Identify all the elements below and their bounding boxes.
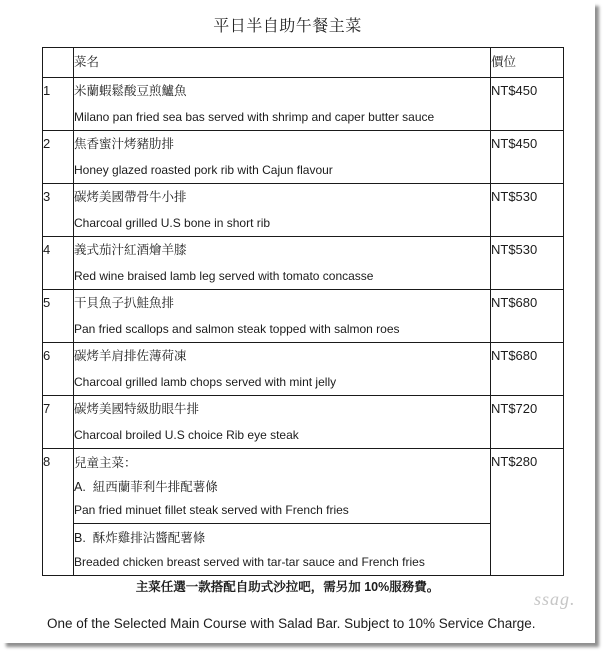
dish-price: NT$280 (491, 449, 564, 576)
row-index: 1 (43, 78, 74, 131)
dish-name-zh: 義式茄汁紅酒燴羊膝 (74, 243, 187, 257)
dish-name-zh: 碳烤美國帶骨牛小排 (74, 190, 187, 204)
dish-name-en: Red wine braised lamb leg served with tomato concasse (74, 269, 374, 283)
dish-price: NT$450 (491, 78, 564, 131)
table-row-kids-b (43, 523, 564, 575)
kids-option-b-zh: B. 酥炸雞排沾醬配薯條 (74, 530, 206, 545)
dish-name-cell (74, 78, 491, 131)
dish-name-cell (74, 396, 491, 449)
kids-option-a-en: Pan fried minuet fillet steak served with French fries (74, 503, 349, 517)
dish-name-en: Honey glazed roasted pork rib with Cajun flavour (74, 163, 333, 177)
dish-price: NT$530 (491, 184, 564, 237)
menu-table (42, 47, 564, 576)
dish-name-zh: 干貝魚子扒鮭魚排 (74, 296, 175, 310)
table-row (43, 131, 564, 184)
table-row (43, 184, 564, 237)
footer-note-en: One of the Selected Main Course with Salad Bar. Subject to 10% Service Charge. (47, 616, 536, 631)
dish-name-cell (74, 343, 491, 396)
dish-name-en: Milano pan fried sea bas served with shrimp and caper butter sauce (74, 110, 435, 124)
dish-price: NT$720 (491, 396, 564, 449)
table-row (43, 290, 564, 343)
dish-name-zh: 米蘭蝦鬆酸豆煎鱸魚 (74, 84, 187, 98)
kids-option-b-en: Breaded chicken breast served with tar-tar sauce and French fries (74, 554, 425, 569)
dish-name-cell (74, 290, 491, 343)
dish-name-en: Charcoal grilled U.S bone in short rib (74, 216, 271, 230)
dish-name-zh: 焦香蜜汁烤豬肋排 (74, 137, 175, 151)
header-dish-name: 菜名 (74, 48, 491, 78)
kids-menu-option-b-cell (74, 523, 491, 575)
row-index: 8 (43, 449, 74, 576)
kids-menu-option-a-cell (74, 449, 491, 524)
dish-name-cell (74, 184, 491, 237)
watermark-signature: ssag. (534, 589, 576, 609)
row-index: 7 (43, 396, 74, 449)
table-row-kids-a (43, 449, 564, 524)
footer-note-zh: 主菜任選一款搭配自助式沙拉吧，需另加 10%服務費。 (135, 580, 440, 594)
dish-name-zh: 碳烤美國特級肋眼牛排 (74, 402, 200, 416)
row-index: 5 (43, 290, 74, 343)
dish-name-cell (74, 131, 491, 184)
row-index: 2 (43, 131, 74, 184)
table-row (43, 237, 564, 290)
dish-name-cell (74, 237, 491, 290)
kids-menu-heading: 兒童主菜： (74, 456, 137, 470)
header-price: 價位 (491, 48, 564, 78)
dish-price: NT$450 (491, 131, 564, 184)
table-header-row (43, 48, 564, 78)
dish-name-en: Charcoal grilled lamb chops served with mint jelly (74, 375, 337, 389)
dish-price: NT$680 (491, 343, 564, 396)
row-index: 4 (43, 237, 74, 290)
table-row (43, 78, 564, 131)
table-row (43, 343, 564, 396)
dish-name-zh: 碳烤羊肩排佐薄荷凍 (74, 349, 187, 363)
dish-price: NT$680 (491, 290, 564, 343)
dish-name-en: Charcoal broiled U.S choice Rib eye steak (74, 428, 299, 442)
page-title: 平日半自助午餐主菜 (213, 18, 362, 35)
dish-name-en: Pan fried scallops and salmon steak topped with salmon roes (74, 322, 400, 336)
header-index (43, 48, 74, 78)
table-row (43, 396, 564, 449)
row-index: 3 (43, 184, 74, 237)
kids-option-a-zh: A. 紐西蘭菲利牛排配薯條 (74, 479, 218, 494)
row-index: 6 (43, 343, 74, 396)
dish-price: NT$530 (491, 237, 564, 290)
